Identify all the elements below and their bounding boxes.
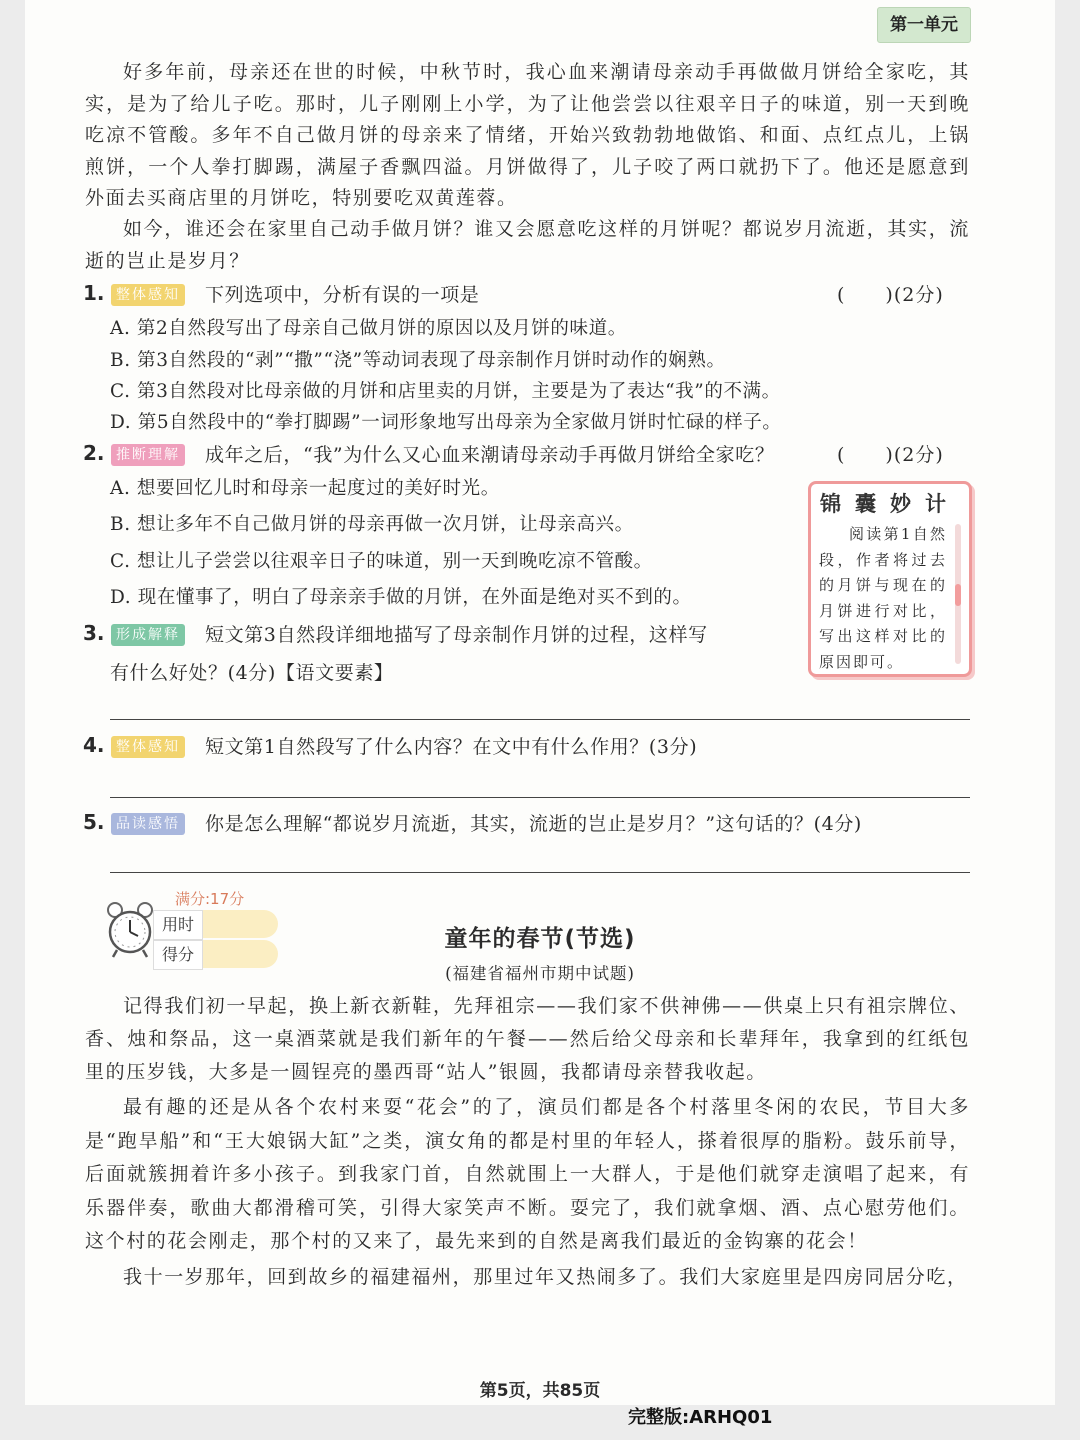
answer-line[interactable]: [110, 719, 970, 720]
article-paragraph: 记得我们初一早起，换上新衣新鞋，先拜祖宗——我们家不供神佛——供桌上只有祖宗牌位、香、烛和祭品，这一桌酒菜就是我们新年的午餐——然后给父母亲和长辈拜年，我拿到的红纸包里的压岁钱，大多是一圆锃亮的墨西哥“站人”银圆，我都请母亲替我收起。: [85, 995, 970, 1083]
unit-badge: 第一单元: [877, 7, 971, 43]
question-text: 短文第1自然段写了什么内容？在文中有什么作用？(3分): [205, 736, 698, 758]
article-paragraph: 我十一岁那年，回到故乡的福建福州，那里过年又热闹多了。我们大家庭里是四房同居分吃，: [123, 1266, 968, 1288]
question-text: 你是怎么理解“都说岁月流逝，其实，流逝的岂止是岁月？”这句话的？(4分): [205, 813, 862, 835]
option-d: D. 第5自然段中的“拳打脚踢”一词形象地写出母亲为全家做月饼时忙碌的样子。: [110, 412, 782, 433]
page-number: 第5页，共85页: [479, 1381, 601, 1401]
question-text: 成年之后，“我”为什么又心血来潮请母亲动手再做月饼给全家吃？: [205, 444, 775, 466]
question-tag: 整体感知: [111, 284, 185, 306]
question-tag: 形成解释: [111, 624, 185, 646]
tip-title: 锦囊妙计: [820, 491, 960, 516]
tip-box: [808, 481, 972, 677]
score-parenthesis: ( )(2分): [837, 284, 944, 306]
option-c: C. 第3自然段对比母亲做的月饼和店里卖的月饼，主要是为了表达“我”的不满。: [110, 381, 781, 402]
question-number: 1.: [83, 281, 105, 305]
full-score-label: 满分:17分: [175, 890, 245, 908]
score-parenthesis: ( )(2分): [837, 444, 944, 466]
option-c: C. 想让儿子尝尝以往艰辛日子的味道，别一天到晚吃凉不管酸。: [110, 551, 653, 572]
score-label: 得分: [153, 940, 203, 970]
time-label: 用时: [153, 910, 203, 940]
answer-line[interactable]: [110, 797, 970, 798]
question-number: 2.: [83, 441, 105, 465]
option-b: B. 第3自然段的“剥”“撒”“浇”等动词表现了母亲制作月饼时动作的娴熟。: [110, 350, 726, 371]
exam-page: [25, 0, 1055, 1405]
article-title: 童年的春节(节选): [444, 926, 636, 952]
passage-paragraph: 如今，谁还会在家里自己动手做月饼？谁又会愿意吃这样的月饼呢？都说岁月流逝，其实，流逝的岂止是岁月？: [85, 218, 970, 272]
option-a: A. 第2自然段写出了母亲自己做月饼的原因以及月饼的味道。: [110, 318, 627, 339]
question-number: 5.: [83, 810, 105, 834]
answer-line[interactable]: [110, 872, 970, 873]
option-a: A. 想要回忆儿时和母亲一起度过的美好时光。: [110, 478, 500, 499]
question-tag: 品读感悟: [111, 813, 185, 835]
version-code: 完整版:ARHQ01: [628, 1407, 773, 1428]
passage-paragraph: 好多年前，母亲还在世的时候，中秋节时，我心血来潮请母亲动手再做做月饼给全家吃，其实，是为了给儿子吃。那时，儿子刚刚上小学，为了让他尝尝以往艰辛日子的味道，别一天到晚吃凉不管酸。多年不自己做月饼的母亲来了情绪，开始兴致勃勃地做馅、和面、点红点儿，上锅煎饼，一个人拳打脚踢，满屋子香飘四溢。月饼做得了，儿子咬了两口就扔下了。他还是愿意到外面去买商店里的月饼吃，特别要吃双黄莲蓉。: [85, 61, 970, 209]
question-tag: 整体感知: [111, 736, 185, 758]
question-tag: 推断理解: [111, 444, 185, 466]
question-text-continued: 有什么好处？(4分)【语文要素】: [110, 662, 394, 684]
option-b: B. 想让多年不自己做月饼的母亲再做一次月饼，让母亲高兴。: [110, 514, 634, 535]
option-d: D. 现在懂事了，明白了母亲亲手做的月饼，在外面是绝对买不到的。: [110, 587, 692, 608]
article-paragraph: 最有趣的还是从各个农村来耍“花会”的了，演员们都是各个村落里冬闲的农民，节目大多是“跑旱船”和“王大娘锅大缸”之类，演女角的都是村里的年轻人，搽着很厚的脂粉。鼓乐前导，后面就簇拥着许多小孩子。到我家门首，自然就围上一大群人，于是他们就穿走演唱了起来，有乐器伴奏，歌曲大都滑稽可笑，引得大家笑声不断。耍完了，我们就拿烟、酒、点心慰劳他们。这个村的花会刚走，那个村的又来了，最先来到的自然是离我们最近的金钩寨的花会！: [85, 1096, 970, 1252]
question-text: 短文第3自然段详细地描写了母亲制作月饼的过程，这样写: [205, 624, 708, 646]
article-source: (福建省福州市期中试题): [445, 964, 635, 983]
question-text: 下列选项中，分析有误的一项是: [205, 284, 480, 306]
tip-body: 阅读第1自然段，作者将过去的月饼与现在的月饼进行对比，写出这样对比的原因即可。: [819, 525, 947, 671]
question-number: 3.: [83, 621, 105, 645]
question-number: 4.: [83, 733, 105, 757]
tip-scroll-thumb: [955, 584, 961, 606]
